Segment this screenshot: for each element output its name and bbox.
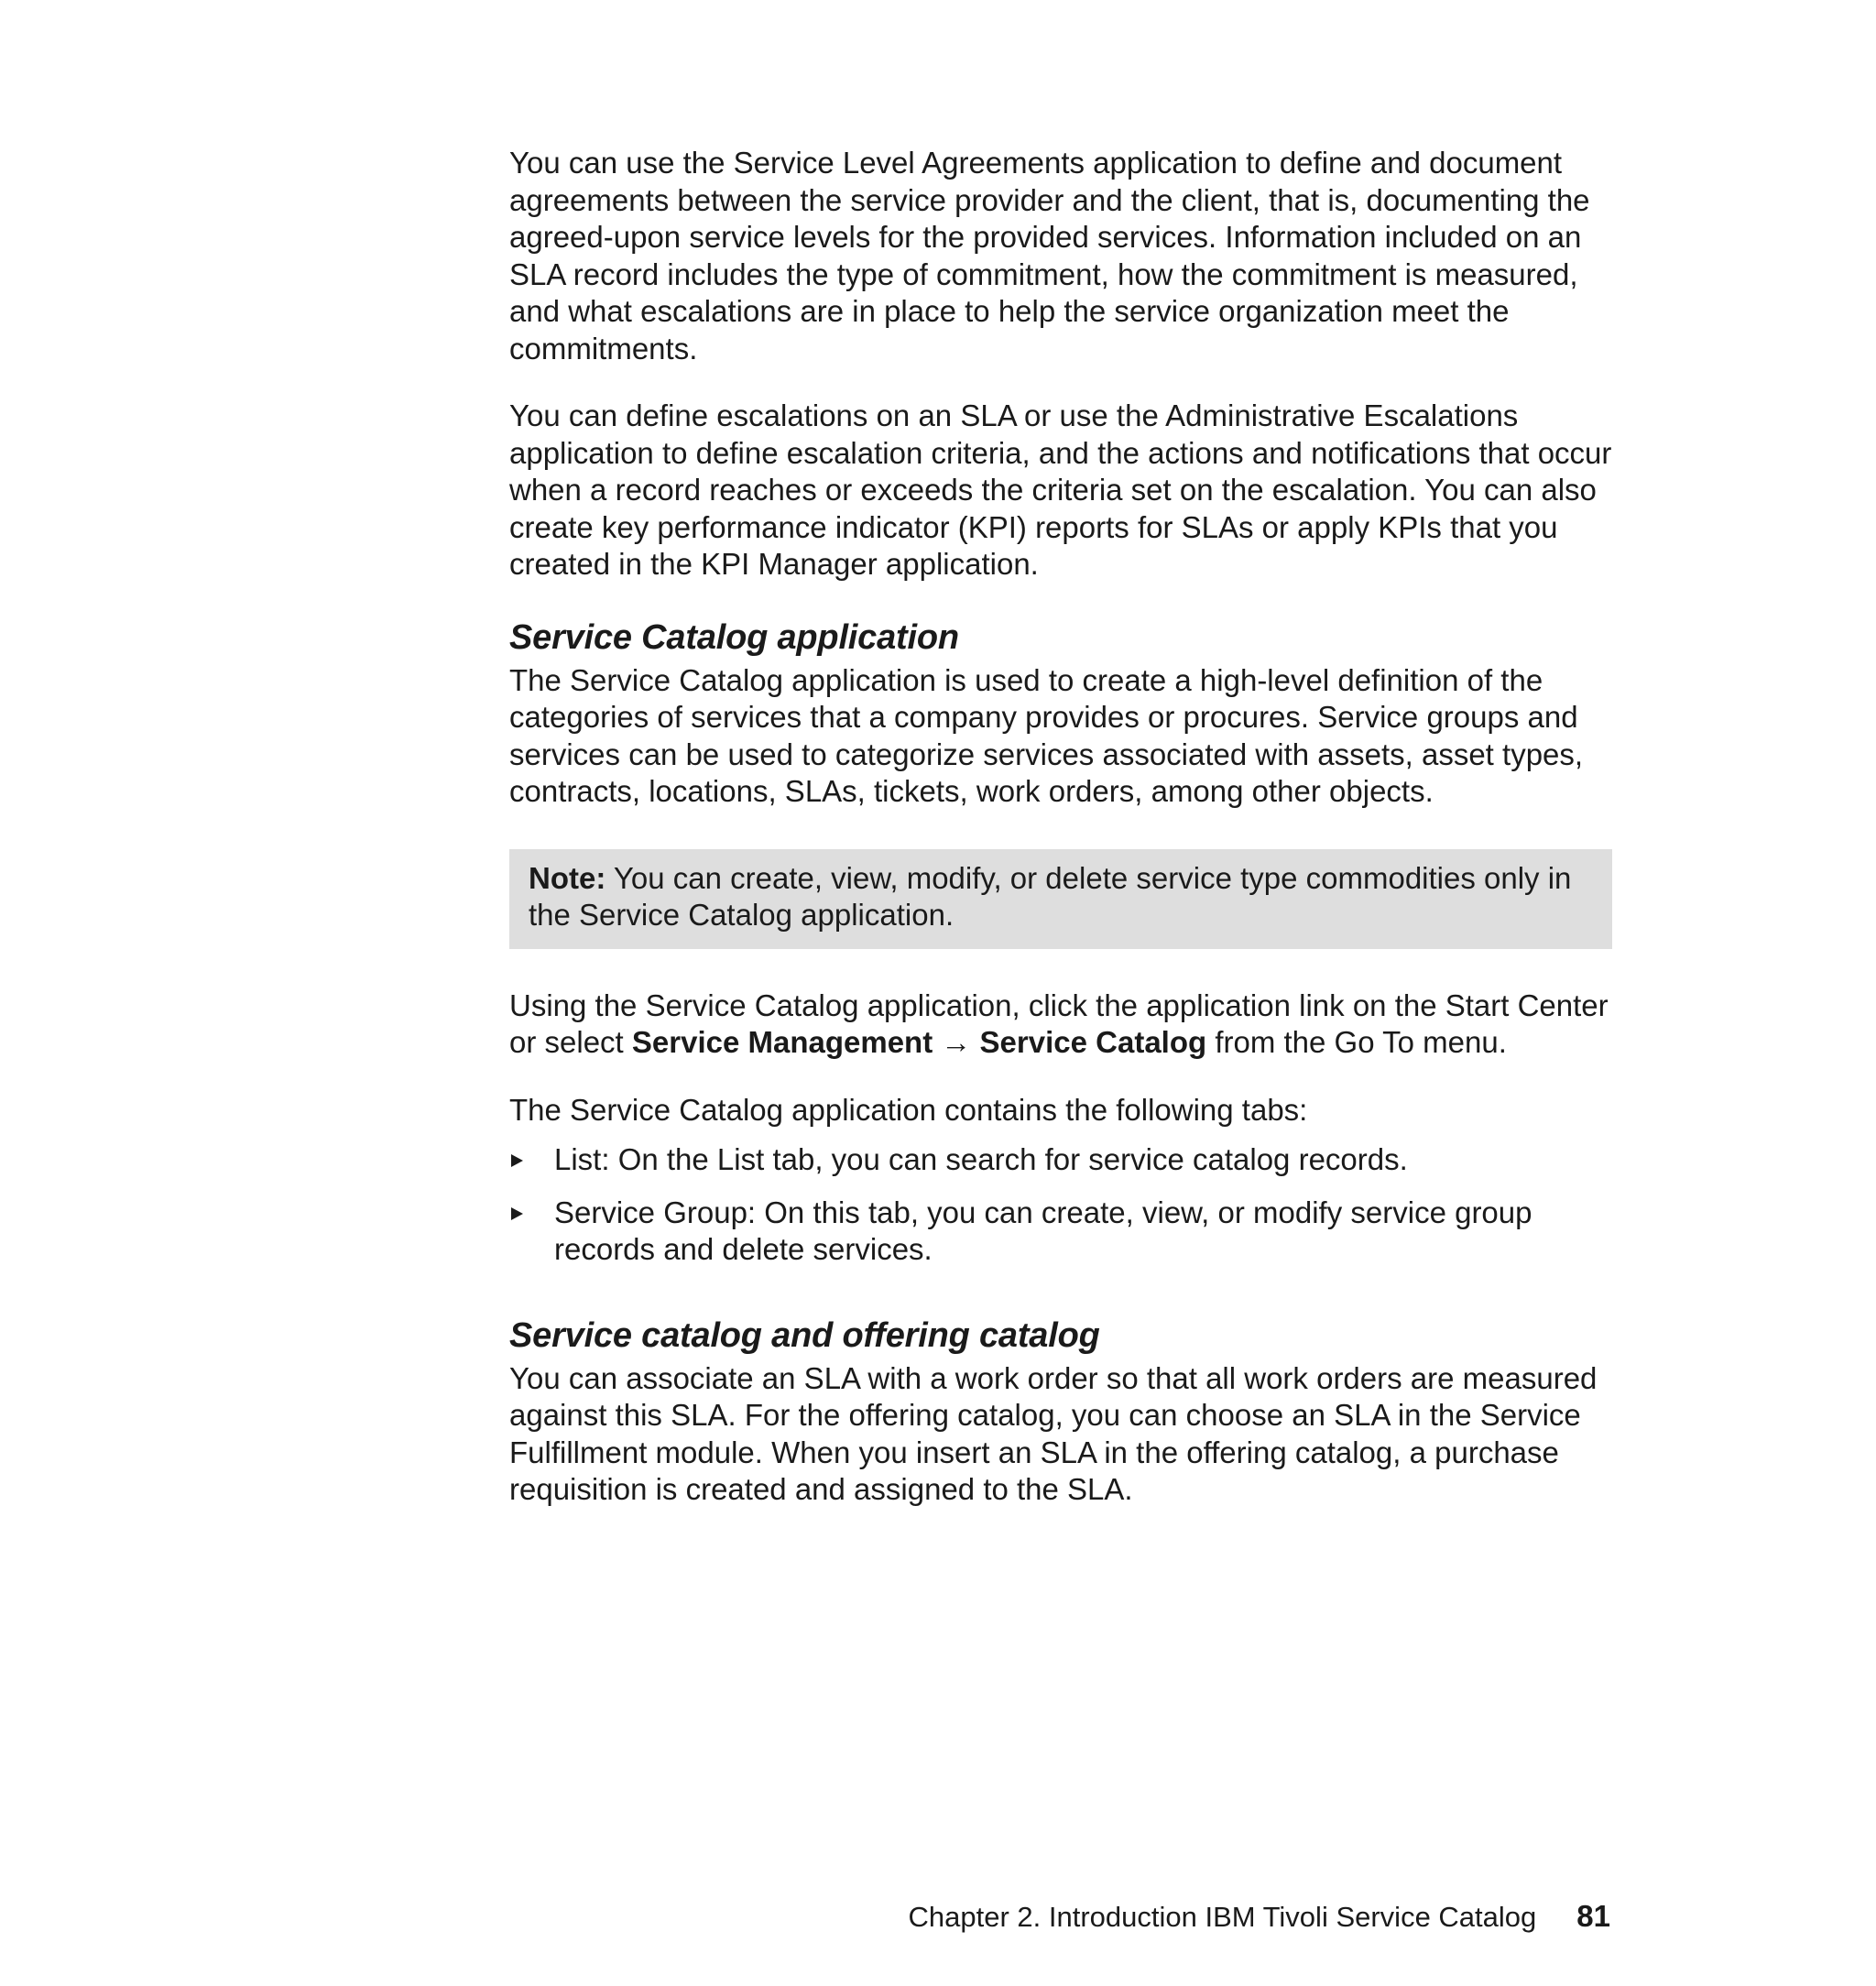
heading-service-catalog-and-offering-catalog: Service catalog and offering catalog <box>509 1315 1100 1355</box>
service-catalog-description: The Service Catalog application is used to create a high-level definition of the categories of services that a company provides or procures. Service groups and services can be used to categorize services associated with assets, asset types, contracts, locations, SLAs, tickets, work orders, among other objects. <box>509 662 1584 808</box>
tabs-intro-paragraph: The Service Catalog application contains the following tabs: <box>509 1092 1308 1127</box>
tabs-bullet-list <box>509 1141 1618 1269</box>
chapter-title: Chapter 2. Introduction IBM Tivoli Service Catalog <box>908 1901 1537 1933</box>
triangle-bullet-icon <box>511 1207 523 1220</box>
list-item-text: Service Group: On this tab, you can create, view, or modify service group records and delete services. <box>554 1195 1532 1266</box>
menu-path-service-catalog: Service Catalog <box>979 1025 1207 1059</box>
menu-path-service-management: Service Management <box>631 1025 933 1059</box>
list-item-text: List: On the List tab, you can search for service catalog records. <box>554 1142 1408 1176</box>
page-number: 81 <box>1576 1899 1610 1933</box>
navigation-text-start: Using the Service Catalog application, click the application link on the Start Center or select <box>509 988 1609 1059</box>
offering-catalog-paragraph: You can associate an SLA with a work order so that all work orders are measured against this SLA. For the offering catalog, you can choose an SLA in the Service Fulfillment module. When you insert an SLA in the offering catalog, a purchase requisition is created and assigned to the SLA. <box>509 1360 1598 1506</box>
list-item <box>509 1141 1618 1179</box>
page-content <box>509 145 1618 1509</box>
navigation-text-end: from the Go To menu. <box>1206 1025 1507 1059</box>
note-text: You can create, view, modify, or delete service type commodities only in the Service Catalog application. <box>529 860 1572 932</box>
triangle-bullet-icon <box>511 1154 523 1167</box>
escalations-paragraph: You can define escalations on an SLA or use the Administrative Escalations application to define escalation criteria, and the actions and notifications that occur when a record reaches or exceeds the criteria set on the escalation. You can also create key performance indicator (KPI) reports for SLAs or apply KPIs that you created in the KPI Manager application. <box>509 398 1612 581</box>
note-label: Note: <box>529 860 606 895</box>
page-footer <box>0 1898 1610 1936</box>
heading-service-catalog-application: Service Catalog application <box>509 617 959 657</box>
list-item <box>509 1195 1618 1269</box>
menu-path-arrow: → <box>933 1025 980 1059</box>
navigation-paragraph <box>509 988 1618 1062</box>
intro-paragraph-sla: You can use the Service Level Agreements application to define and document agreements between the service provider and the client, that is, documenting the agreed-upon service levels for the provided services. Information included on an SLA record includes the type of commitment, how the commitment is measured, and what escalations are in place to help the service organization meet the commitments. <box>509 146 1590 366</box>
note-box <box>509 849 1612 949</box>
